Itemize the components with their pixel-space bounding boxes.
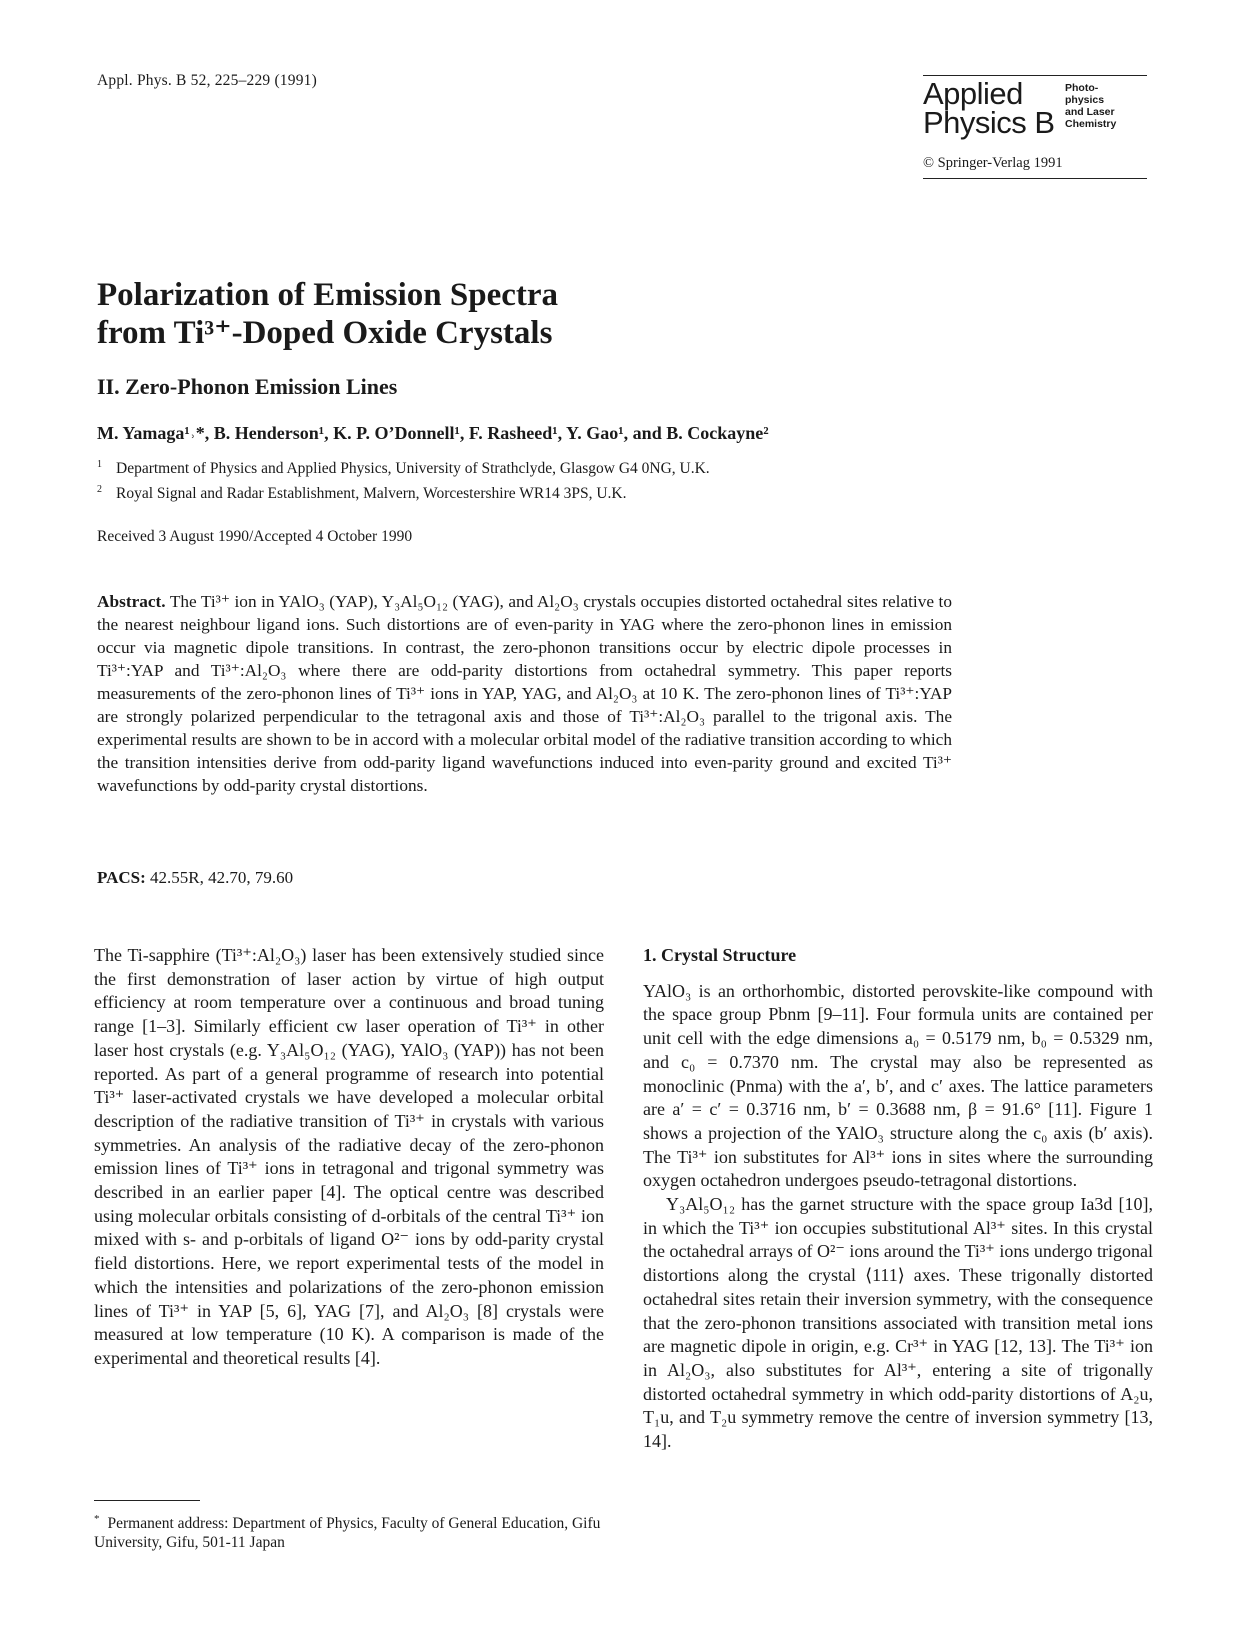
affiliation-2: $^2$ Royal Signal and Radar Establishment, Malvern, Worcestershire WR14 3PS, U.K.	[97, 484, 627, 503]
journal-logo	[923, 75, 1147, 179]
paper-title: Polarization of Emission Spectra from Ti³⁺-Doped Oxide Crystals	[97, 277, 559, 351]
abstract-label: Abstract.	[97, 592, 166, 611]
footnote: * Permanent address: Department of Physics, Faculty of General Education, Gifu University, Gifu, 501-11 Japan	[94, 1513, 601, 1552]
paragraph-garnet: Y₃Al₅O₁₂ has the garnet structure with the space group Ia3d [10], in which the Ti³⁺ ion occupies substitutional Al³⁺ sites. In this crystal the octahedral arrays of O²⁻ ions around the Ti³⁺ ions undergo trigonal distortions along the crystal ⟨111⟩ axes. These trigonally distorted octahedral sites retain their inversion symmetry, with the consequence that the zero-phonon transitions associated with transition metal ions are magnetic dipole in origin, e.g. Cr³⁺ in YAG [12, 13]. The Ti³⁺ ion in Al₂O₃, also substitutes for Al³⁺, entering a site of trigonally distorted octahedral symmetry in which odd-parity distortions of A₂u, T₁u, and T₂u symmetry remove the centre of inversion symmetry [13, 14].	[643, 1194, 1153, 1452]
paper-subtitle: II. Zero-Phonon Emission Lines	[97, 374, 398, 399]
intro-paragraph: The Ti-sapphire (Ti³⁺:Al₂O₃) laser has been extensively studied since the first demonstration of laser action by virtue of high output efficiency at room temperature over a continuous and broad tuning range [1–3]. Similarly efficient cw laser operation of Ti³⁺ in other laser host crystals (e.g. Y₃Al₅O₁₂ (YAG), YAlO₃ (YAP)) has not been reported. As part of a general programme of research into potential Ti³⁺ laser-activated crystals we have developed a molecular orbital description of the radiative transition of Ti³⁺ in crystals with various symmetries. An analysis of the radiative decay of the zero-phonon emission lines of Ti³⁺ ions in tetragonal and trigonal symmetry was described in an earlier paper [4]. The optical centre was described using molecular orbitals consisting of d-orbitals of the central Ti³⁺ ion mixed with s- and p-orbitals of ligand O²⁻ ions by odd-parity crystal field distortions. Here, we report experimental tests of the model in which the intensities and polarizations of the zero-phonon emission lines of Ti³⁺ in YAP [5, 6], YAG [7], and Al₂O₃ [8] crystals were measured at low temperature (10 K). A comparison is made of the experimental and theoretical results [4].	[94, 945, 604, 1368]
left-column	[94, 944, 604, 1371]
abstract-text: The Ti³⁺ ion in YAlO₃ (YAP), Y₃Al₅O₁₂ (YAG), and Al₂O₃ crystals occupies distorted octahedral sites relative to the nearest neighbour ligand ions. Such distortions are of even-parity in YAG where the zero-phonon lines in emission occur via magnetic dipole transitions. In contrast, the zero-phonon transitions occur by electric dipole processes in Ti³⁺:YAP and Ti³⁺:Al₂O₃ where there are odd-parity distortions from octahedral symmetry. This paper reports measurements of the zero-phonon lines of Ti³⁺ ions in YAP, YAG, and Al₂O₃ at 10 K. The zero-phonon lines of Ti³⁺:YAP are strongly polarized perpendicular to the tetragonal axis and those of Ti³⁺:Al₂O₃ parallel to the trigonal axis. The experimental results are shown to be in accord with a molecular orbital model of the radiative transition according to which the transition intensities derive from odd-parity ligand wavefunctions induced into even-parity ground and excited Ti³⁺ wavefunctions by odd-parity crystal distortions.	[97, 592, 953, 795]
pacs-codes: PACS: 42.55R, 42.70, 79.60	[97, 868, 294, 887]
abstract	[97, 590, 952, 797]
section-heading: 1. Crystal Structure	[643, 945, 797, 965]
journal-subject: Photo- physics and Laser Chemistry	[1065, 82, 1117, 130]
paragraph-yalo3: YAlO₃ is an orthorhombic, distorted perovskite-like compound with the space group Pbnm [9–11]. Four formula units are contained per unit cell with the edge dimensions a₀ = 0.5179 nm, b₀ = 0.5329 nm, and c₀ = 0.7370 nm. The crystal may also be represented as monoclinic (Pnma) with the a′, b′, and c′ axes. The lattice parameters are a′ = c′ = 0.3716 nm, b′ = 0.3688 nm, β = 91.6° [11]. Figure 1 shows a projection of the YAlO₃ structure along the c₀ axis (b′ axis). The Ti³⁺ ion substitutes for Al³⁺ ions in sites where the surrounding oxygen octahedron undergoes pseudo-tetragonal distortions.	[643, 980, 1153, 1191]
journal-name: Applied Physics B	[923, 76, 1055, 140]
copyright: © Springer-Verlag 1991	[923, 155, 1063, 171]
right-column	[643, 944, 1153, 1454]
journal-citation: Appl. Phys. B 52, 225–229 (1991)	[97, 72, 317, 89]
author-list: M. Yamaga¹˒*, B. Henderson¹, K. P. O’Donnell¹, F. Rasheed¹, Y. Gao¹, and B. Cockayne²	[97, 423, 769, 443]
affiliation-1: $^1$ Department of Physics and Applied Physics, University of Strathclyde, Glasgow G4 0NG, U.K.	[97, 459, 710, 478]
received-dates: Received 3 August 1990/Accepted 4 October 1990	[97, 528, 413, 545]
footnote-divider	[94, 1500, 200, 1501]
